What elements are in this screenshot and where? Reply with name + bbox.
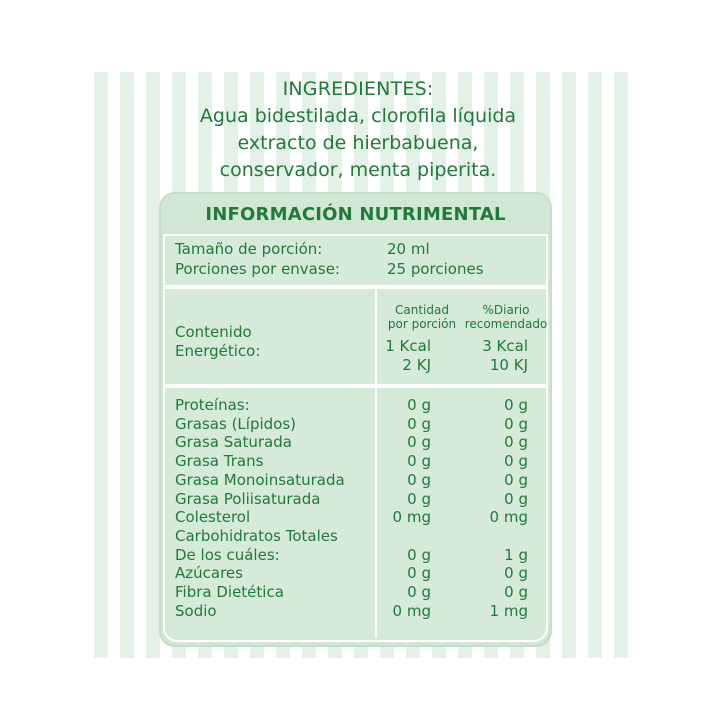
column-header-daily xyxy=(461,303,551,331)
nutrient-daily-value: 1 g xyxy=(504,545,528,564)
nutrient-daily-value: 0 g xyxy=(504,489,528,508)
nutrient-label: Azúcares xyxy=(175,564,243,583)
servings-per-container-label: Porciones por envase: xyxy=(175,260,340,278)
nutrition-title: INFORMACIÓN NUTRIMENTAL xyxy=(205,204,506,225)
nutrient-label: Grasa Poliisaturada xyxy=(175,489,321,508)
ingredients-line: extracto de hierbabuena, xyxy=(237,132,479,154)
nutrient-daily-value: 0 mg xyxy=(489,508,528,527)
energy-label-line: Energético: xyxy=(175,342,261,360)
serving-size-value: 20 ml xyxy=(387,240,430,258)
nutrient-label: Colesterol xyxy=(175,508,251,527)
nutrient-daily-value: 1 mg xyxy=(489,601,528,620)
nutrient-daily-value: 0 g xyxy=(504,564,528,583)
energy-kcal-daily: 3 Kcal xyxy=(482,337,528,355)
nutrient-daily-value: 0 g xyxy=(504,396,528,414)
nutrition-panel xyxy=(159,192,552,647)
nutrient-amount: 0 g xyxy=(407,470,431,489)
nutrient-amount: 0 g xyxy=(407,396,431,414)
nutrient-label: Grasa Saturada xyxy=(175,433,292,452)
column-header-line: Cantidad xyxy=(395,303,449,317)
nutrient-amount: 0 g xyxy=(407,414,431,433)
serving-section xyxy=(163,234,548,287)
nutrient-amount: 0 g xyxy=(407,452,431,471)
energy-kj-amount: 2 KJ xyxy=(402,356,431,374)
nutrient-label: Grasa Trans xyxy=(175,452,264,471)
column-header-amount xyxy=(377,303,467,331)
nutrient-amount: 0 mg xyxy=(392,601,431,620)
ingredients-heading: INGREDIENTES: xyxy=(282,78,434,100)
nutrient-daily-value: 0 g xyxy=(504,452,528,471)
energy-label xyxy=(175,323,260,361)
nutrient-label: Proteínas: xyxy=(175,396,250,414)
nutrient-amount: 0 g xyxy=(407,583,431,601)
nutrient-label: Sodio xyxy=(175,601,217,620)
ingredients-line: Agua bidestilada, clorofila líquida xyxy=(199,105,517,127)
nutrient-label: Fibra Dietética xyxy=(175,583,284,601)
column-header-line: recomendado xyxy=(464,317,548,331)
nutrient-daily-value: 0 g xyxy=(504,433,528,452)
nutrient-daily-value: 0 g xyxy=(504,583,528,601)
column-header-line: %Diario xyxy=(482,303,530,317)
nutrient-label: Carbohidratos Totales xyxy=(175,526,338,545)
nutrient-daily-value: 0 g xyxy=(504,470,528,489)
energy-kj-daily: 10 KJ xyxy=(489,356,528,374)
energy-section xyxy=(163,287,548,386)
ingredients-block xyxy=(82,76,634,184)
nutrient-label: Grasas (Lípidos) xyxy=(175,414,297,433)
nutrient-amount: 0 g xyxy=(407,489,431,508)
energy-kcal-amount: 1 Kcal xyxy=(385,337,431,355)
energy-label-line: Contenido xyxy=(175,323,252,341)
nutrient-daily-value: 0 g xyxy=(504,414,528,433)
column-header-line: por porción xyxy=(387,317,457,331)
column-divider xyxy=(375,388,377,638)
nutrients-section xyxy=(163,386,548,642)
nutrient-amount: 0 g xyxy=(407,433,431,452)
nutrient-label: Grasa Monoinsaturada xyxy=(175,470,345,489)
nutrient-amount: 0 g xyxy=(407,564,431,583)
nutrient-amount: 0 g xyxy=(407,545,431,564)
nutrient-label: De los cuáles: xyxy=(175,545,280,564)
ingredients-line: conservador, menta piperita. xyxy=(219,159,497,181)
nutrient-amount: 0 mg xyxy=(392,508,431,527)
serving-size-label: Tamaño de porción: xyxy=(175,240,323,258)
servings-per-container-value: 25 porciones xyxy=(387,260,484,278)
